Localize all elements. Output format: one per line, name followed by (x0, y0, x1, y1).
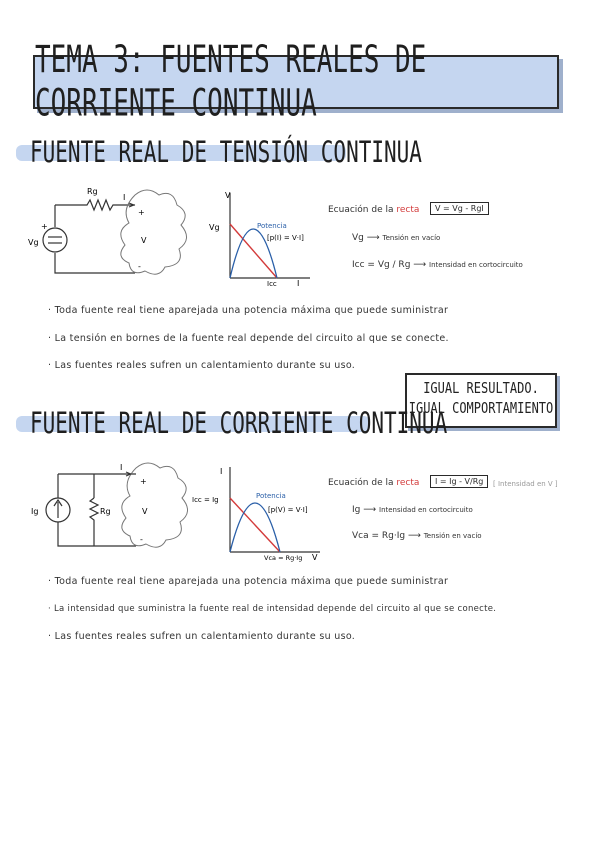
bullet-1-2: · La tensión en bornes de la fuente real depende del circuito al que se conecte. (48, 333, 449, 344)
info-line-1: IGUAL RESULTADO. (423, 379, 539, 397)
icc-mark: Icc (267, 280, 277, 288)
load-plus-2: + (140, 477, 147, 486)
load-minus: - (138, 262, 141, 271)
load-plus: + (138, 208, 145, 217)
load-minus-2: - (140, 535, 143, 544)
def-ig: Ig ⟶ Intensidad en cortocircuito (352, 505, 473, 515)
load-v-label: V (141, 236, 147, 245)
rg-label-2: Rg (100, 507, 111, 516)
equation-box-2: I = Ig - V/Rg (430, 475, 488, 488)
curve-label: Potencia (257, 222, 287, 230)
current-source-circuit (28, 462, 188, 557)
y-axis-label-2: I (220, 467, 223, 476)
x-axis-label: I (297, 279, 300, 288)
rg-label: Rg (87, 187, 98, 196)
current-label: I (123, 193, 126, 202)
bullet-1-3: · Las fuentes reales sufren un calentamiento durante su uso. (48, 360, 356, 371)
power-formula: [p(I) = V·I] (267, 234, 304, 242)
def-vca: Vca = Rg·Ig ⟶ Tensión en vacío (352, 531, 482, 541)
eq-intro-2: Ecuación de la recta (328, 478, 420, 488)
bullet-2-1: · Toda fuente real tiene aparejada una potencia máxima que puede suministrar (48, 576, 449, 587)
info-line-2: IGUAL COMPORTAMIENTO (408, 399, 554, 417)
current-graph (190, 462, 325, 567)
vg-mark: Vg (209, 223, 220, 232)
eq-intro-1: Ecuación de la recta (328, 205, 420, 215)
eq-note: [ Intensidad en V ] (493, 480, 558, 488)
bullet-1-1: · Toda fuente real tiene aparejada una potencia máxima que puede suministrar (48, 305, 449, 316)
power-formula-2: [p(V) = V·I] (268, 506, 308, 514)
curve-label-2: Potencia (256, 492, 286, 500)
y-axis-label: V (225, 191, 231, 200)
equation-box-1: V = Vg - RgI (430, 202, 489, 215)
x-axis-label-2: V (312, 553, 318, 562)
current-label-2: I (120, 463, 123, 472)
ig-label: Ig (31, 507, 39, 516)
load-v-label-2: V (142, 507, 148, 516)
bullet-2-3: · Las fuentes reales sufren un calentamiento durante su uso. (48, 631, 356, 642)
page-title: TEMA 3: FUENTES REALES DE CORRIENTE CONTINUA (35, 38, 427, 126)
source-vg-label: Vg (28, 238, 39, 247)
bullet-2-2: · La intensidad que suministra la fuente real de intensidad depende del circuito al que se conecte. (48, 604, 497, 614)
voltage-source-circuit (25, 185, 190, 280)
rg-resistor-2 (90, 498, 98, 522)
def-vg: Vg ⟶ Tensión en vacío (352, 233, 441, 243)
section1-heading: FUENTE REAL DE TENSIÓN CONTINUA (30, 135, 422, 169)
title-banner (33, 38, 559, 126)
section2-heading: FUENTE REAL DE CORRIENTE CONTINUA (30, 406, 448, 440)
def-icc: Icc = Vg / Rg ⟶ Intensidad en cortocircuito (352, 260, 523, 270)
load-cloud-2 (122, 463, 188, 547)
voltage-source-symbol (43, 228, 67, 252)
source-plus: + (41, 222, 48, 231)
load-cloud (121, 190, 187, 274)
icc-ig-mark: Icc = Ig (192, 496, 219, 504)
voltage-graph (205, 188, 315, 288)
vca-mark: Vca = Rg·Ig (264, 554, 303, 562)
